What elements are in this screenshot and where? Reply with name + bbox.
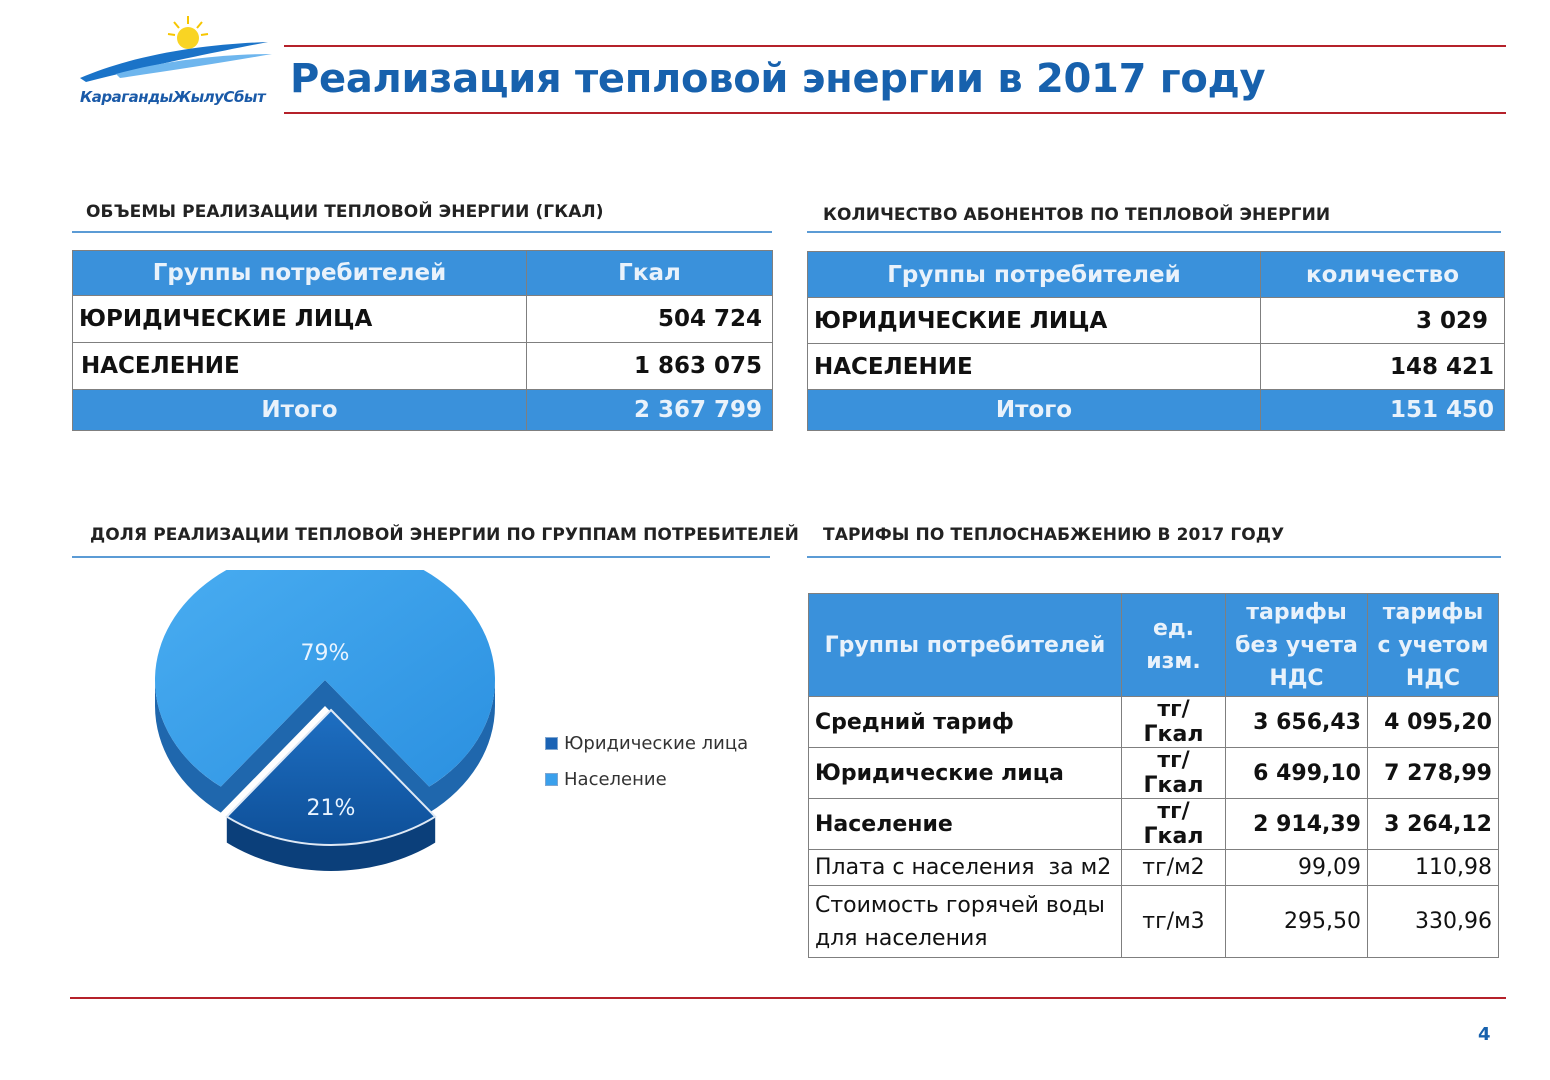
- group-cell: ЮРИДИЧЕСКИЕ ЛИЦА: [808, 298, 1261, 344]
- logo-text: КарагандыЖылуСбыт: [80, 88, 266, 106]
- table-row: [809, 748, 1499, 799]
- group-cell: Население: [809, 799, 1122, 850]
- tariffs-table: [808, 593, 1499, 958]
- legend-item-legal: [545, 733, 748, 754]
- group-cell: НАСЕЛЕНИЕ: [73, 343, 527, 390]
- value-cell: 1 863 075: [527, 343, 773, 390]
- table-row: [809, 886, 1499, 958]
- tariff-with-vat-cell: 7 278,99: [1368, 748, 1499, 799]
- table-row: [809, 697, 1499, 748]
- page-number: 4: [1478, 1024, 1491, 1045]
- group-cell: Плата с населения за м2: [809, 850, 1122, 886]
- value-cell: 3 029: [1261, 298, 1505, 344]
- unit-cell: тг/Гкал: [1122, 697, 1226, 748]
- legend-item-population: [545, 769, 748, 790]
- table-row: [808, 298, 1505, 344]
- unit-cell: тг/м2: [1122, 850, 1226, 886]
- tariff-with-vat-cell: 3 264,12: [1368, 799, 1499, 850]
- footer-rule: [70, 997, 1506, 999]
- table-header-row: [809, 594, 1499, 697]
- tariff-with-vat-cell: 4 095,20: [1368, 697, 1499, 748]
- table-row: [809, 850, 1499, 886]
- tariff-without-vat-cell: 99,09: [1226, 850, 1368, 886]
- total-row: [73, 390, 773, 431]
- column-header: тарифы без учета НДС: [1226, 594, 1368, 697]
- pie-label-legal: 21%: [306, 796, 356, 821]
- table-row: [73, 343, 773, 390]
- company-logo: [76, 14, 276, 110]
- total-row: [808, 390, 1505, 431]
- total-value: 151 450: [1261, 390, 1505, 431]
- total-label: Итого: [73, 390, 527, 431]
- pie-label-population: 79%: [300, 641, 350, 666]
- column-header: Группы потребителей: [808, 252, 1261, 298]
- column-header: ед. изм.: [1122, 594, 1226, 697]
- unit-cell: тг/Гкал: [1122, 799, 1226, 850]
- subscribers-table: [807, 251, 1505, 431]
- legend-swatch-legal: [545, 737, 558, 750]
- group-cell: Юридические лица: [809, 748, 1122, 799]
- volumes-section-title: ОБЪЕМЫ РЕАЛИЗАЦИИ ТЕПЛОВОЙ ЭНЕРГИИ (ГКАЛ): [86, 202, 604, 222]
- legend-swatch-population: [545, 773, 558, 786]
- pie-legend: [545, 733, 748, 790]
- table-header-row: [73, 251, 773, 296]
- header-rule-top: [284, 45, 1506, 47]
- column-header: Гкал: [527, 251, 773, 296]
- volumes-rule: [72, 231, 772, 233]
- group-cell: Стоимость горячей воды для населения: [809, 886, 1122, 958]
- tariff-without-vat-cell: 3 656,43: [1226, 697, 1368, 748]
- column-header: тарифы с учетом НДС: [1368, 594, 1499, 697]
- group-cell: Средний тариф: [809, 697, 1122, 748]
- share-rule: [72, 556, 770, 558]
- value-cell: 504 724: [527, 296, 773, 343]
- value-cell: 148 421: [1261, 344, 1505, 390]
- page-title: Реализация тепловой энергии в 2017 году: [290, 56, 1266, 102]
- tariff-without-vat-cell: 6 499,10: [1226, 748, 1368, 799]
- sun-swoosh-icon: [76, 14, 276, 94]
- volumes-table: [72, 250, 773, 431]
- table-row: [808, 344, 1505, 390]
- column-header: Группы потребителей: [73, 251, 527, 296]
- table-row: [73, 296, 773, 343]
- total-value: 2 367 799: [527, 390, 773, 431]
- header-rule-bottom: [284, 112, 1506, 114]
- tariffs-rule: [807, 556, 1501, 558]
- column-header: Группы потребителей: [809, 594, 1122, 697]
- tariff-with-vat-cell: 110,98: [1368, 850, 1499, 886]
- legend-label: Население: [564, 769, 667, 790]
- total-label: Итого: [808, 390, 1261, 431]
- tariff-without-vat-cell: 295,50: [1226, 886, 1368, 958]
- subscribers-section-title: КОЛИЧЕСТВО АБОНЕНТОВ ПО ТЕПЛОВОЙ ЭНЕРГИИ: [823, 205, 1331, 225]
- subscribers-rule: [807, 231, 1501, 233]
- tariff-without-vat-cell: 2 914,39: [1226, 799, 1368, 850]
- tariff-with-vat-cell: 330,96: [1368, 886, 1499, 958]
- column-header: количество: [1261, 252, 1505, 298]
- table-row: [809, 799, 1499, 850]
- group-cell: НАСЕЛЕНИЕ: [808, 344, 1261, 390]
- share-pie-chart: [130, 570, 530, 910]
- unit-cell: тг/Гкал: [1122, 748, 1226, 799]
- unit-cell: тг/м3: [1122, 886, 1226, 958]
- group-cell: ЮРИДИЧЕСКИЕ ЛИЦА: [73, 296, 527, 343]
- legend-label: Юридические лица: [564, 733, 749, 754]
- table-header-row: [808, 252, 1505, 298]
- share-section-title: ДОЛЯ РЕАЛИЗАЦИИ ТЕПЛОВОЙ ЭНЕРГИИ ПО ГРУППАМ ПОТРЕБИТЕЛЕЙ: [90, 525, 799, 545]
- tariffs-section-title: ТАРИФЫ ПО ТЕПЛОСНАБЖЕНИЮ В 2017 ГОДУ: [823, 525, 1285, 545]
